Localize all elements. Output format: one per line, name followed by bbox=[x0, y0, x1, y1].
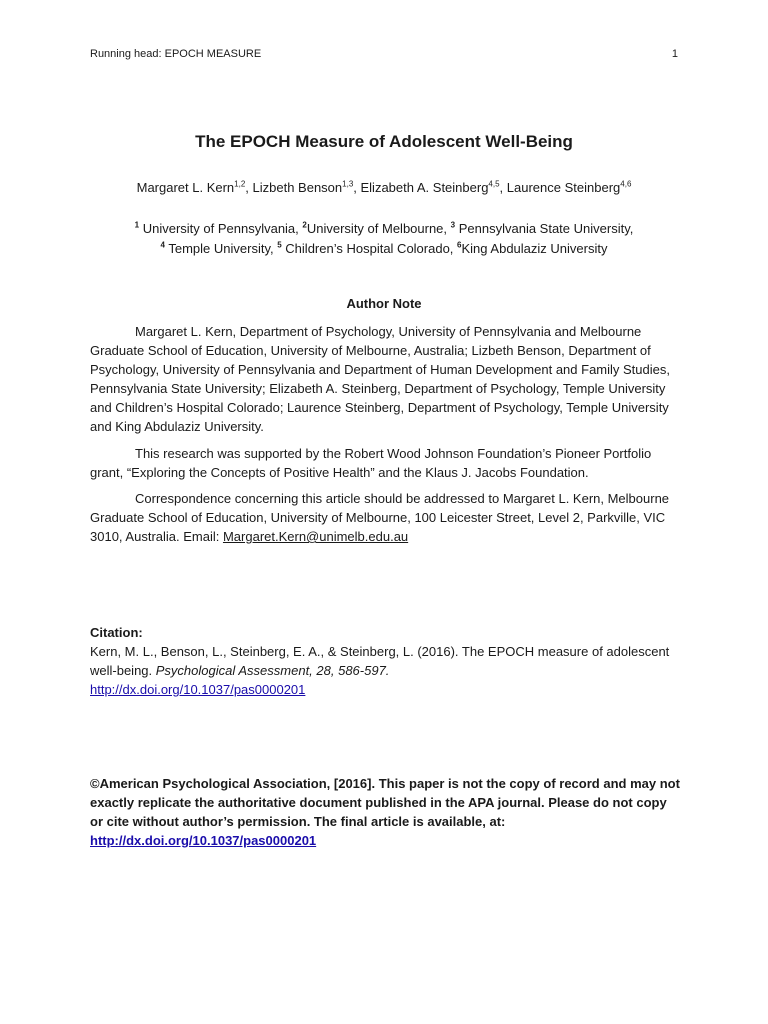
email-link[interactable]: Margaret.Kern@unimelb.edu.au bbox=[222, 529, 409, 544]
correspondence-paragraph bbox=[90, 489, 680, 546]
author-note-paragraph-affiliations bbox=[90, 322, 680, 436]
author-name: Elizabeth A. Steinberg bbox=[360, 180, 489, 195]
paragraph-text: Margaret L. Kern, Department of Psychology, University of Pennsylvania and Melbourne Graduate School of Education, University of Melbourne, Australia; Lizbeth Benson, Department of Psychology, University of Pennsylvania and Department of Human Development and Family Studies, Pennsylvania State University; Elizabeth A. Steinberg, Department of Psychology, Temple University and Children’s Hospital Colorado; Laurence Steinberg, Department of Psychology, Temple University and King Abdulaziz University. bbox=[90, 324, 670, 434]
affiliation-name: University of Melbourne, bbox=[306, 221, 448, 236]
affiliation-number: 5 bbox=[277, 240, 282, 250]
affiliation-number: 3 bbox=[450, 220, 456, 230]
page-number: 1 bbox=[671, 48, 678, 60]
affiliation-line bbox=[0, 239, 768, 259]
affiliation-number: 2 bbox=[302, 220, 307, 230]
author-note-paragraph-correspondence bbox=[90, 489, 680, 546]
author-name: Margaret L. Kern bbox=[136, 180, 235, 195]
running-head: Running head: EPOCH MEASURE bbox=[90, 48, 262, 60]
affiliation-number: 6 bbox=[457, 240, 462, 250]
affiliations bbox=[0, 219, 768, 259]
author-list: Margaret L. Kern$^{1,2}$, Lizbeth Benson$^{1,3}$, Elizabeth A. Steinberg$^{4,5}$, Laurence Steinberg$^{4,6}$ bbox=[136, 179, 632, 195]
page-header bbox=[90, 48, 678, 64]
author-superscript: 4,5 bbox=[488, 179, 500, 189]
citation-doi-link[interactable]: http://dx.doi.org/10.1037/pas0000201 bbox=[90, 682, 306, 697]
copyright-notice bbox=[90, 774, 680, 850]
citation-reference bbox=[90, 642, 680, 680]
affiliation-name: Pennsylvania State University, bbox=[458, 221, 634, 236]
citation-block bbox=[90, 623, 680, 699]
affiliation-name: Children’s Hospital Colorado, bbox=[285, 241, 454, 256]
author-note-paragraph-funding bbox=[90, 444, 680, 482]
affiliation-number: 4 bbox=[160, 240, 165, 250]
author-superscript: 1,2 bbox=[234, 179, 246, 189]
citation-text: Kern, M. L., Benson, L., Steinberg, E. A., & Steinberg, L. (2016). The EPOCH measure of adolescent well-being. bbox=[90, 644, 670, 678]
copyright-doi-link[interactable]: http://dx.doi.org/10.1037/pas0000201 bbox=[90, 833, 317, 848]
author-name: Lizbeth Benson bbox=[252, 180, 343, 195]
affiliation-line bbox=[0, 219, 768, 239]
author-superscript: 4,6 bbox=[620, 179, 632, 189]
citation-label: Citation: bbox=[90, 625, 143, 640]
affiliation-name: University of Pennsylvania, bbox=[142, 221, 299, 236]
paragraph-text: This research was supported by the Robert Wood Johnson Foundation’s Pioneer Portfolio grant, “Exploring the Concepts of Positive Health” and the Klaus J. Jacobs Foundation. bbox=[90, 446, 652, 480]
affiliation-name: Temple University, bbox=[168, 241, 274, 256]
copyright-text: ©American Psychological Association, [2016]. This paper is not the copy of record and may not exactly replicate the authoritative document published in the APA journal. Please do not copy or cite without author’s permission. The final article is available, at: bbox=[90, 776, 680, 829]
citation-journal: Psychological Assessment, 28, 586-597. bbox=[155, 663, 390, 678]
author-superscript: 1,3 bbox=[342, 179, 354, 189]
paragraph-text: Correspondence concerning this article should be addressed to Margaret L. Kern, Melbourne Graduate School of Education, University of Melbourne, 100 Leicester Street, Level 2, Parkville, VIC 3010, Australia. Email: bbox=[90, 491, 670, 544]
author-note-heading: Author Note bbox=[346, 296, 422, 311]
paper-title: The EPOCH Measure of Adolescent Well-Being bbox=[195, 132, 573, 151]
author-name: Laurence Steinberg bbox=[506, 180, 621, 195]
affiliation-name: King Abdulaziz University bbox=[461, 241, 608, 256]
affiliation-number: 1 bbox=[134, 220, 140, 230]
